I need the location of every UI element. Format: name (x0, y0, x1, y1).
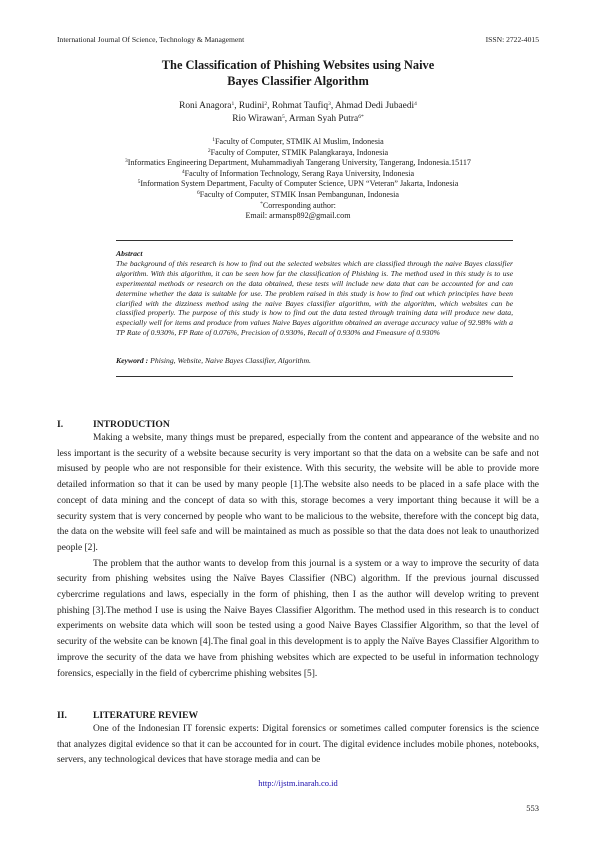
section-title: LITERATURE REVIEW (93, 710, 199, 721)
keywords-text: Phising, Website, Naive Bayes Classifier, Algorithm. (150, 356, 311, 365)
affiliation: $^1$Faculty of Computer, STMIK Al Muslim, Indonesia (212, 137, 384, 146)
affiliations (40, 137, 556, 222)
abstract-top-rule (116, 240, 513, 241)
abstract-bottom-rule (116, 376, 513, 377)
footer-url-link[interactable]: http://ijstm.inarah.co.id (258, 778, 338, 788)
author-sup: 2 (264, 101, 268, 107)
section-number: II. (57, 710, 67, 721)
author-sup: 5 (282, 113, 285, 120)
paragraph: Making a website, many things must be prepared, especially from the content and appearance of the website and no less important is the security of a website because security is very important so that the data on a website can be safe and not misused by people who are not responsible for their existence. With this security, the website will be able to provide more detailed information so that it can be used by many people [1].The website also needs to be placed in a safe place with the concept of data mining and the concept of data so with this, storage becomes a very important thing because it will be a security system that is very concerned by people who want to be malicious to the website, therefore with the concept big data, the data on the website will feel safe and will be maintained as much as possible so that the data does not leak to unauthorized people [2]. (57, 433, 539, 553)
corresponding-email: Email: armansp892@gmail.com (245, 211, 351, 221)
author-sup: 4 (414, 101, 417, 107)
literature-review-body (57, 722, 539, 769)
journal-name: International Journal Of Science, Technology & Management (57, 35, 245, 44)
paragraph: One of the Indonesian IT forensic experts: Digital forensics or sometimes called computer forensics is the science that analyzes digital evidence so that it can be accounted for in court. The digital evidence includes mobile phones, notebooks, servers, any technological devices that have storage media and can be (57, 724, 539, 766)
author-name: Roni Anagora (179, 101, 232, 111)
title-line-2: Bayes Classifier Algorithm (227, 73, 369, 88)
affiliation: $^4$Faculty of Information Technology, Serang Raya University, Indonesia (181, 168, 415, 178)
issn: ISSN: 2722-4015 (485, 35, 539, 44)
abstract-text: The background of this research is how to find out the selected websites which are classified through the naive Bayes classifier algorithm. With this algorithm, it can be seen how far the classification of Phishing is. The method used in this study is to use experimental methods or research on the data obtained, these tests will include new data that can be accounted for and can determine whether the data is suitable for use. The problem raised in this study is how to find out which principles have been clarified with the dizziness method using the naive Bayes classifier algorithm, with the algorithm, which websites can be classified properly. The purpose of this study is how to find out the data tested through training data will produce new data, especially well for items and produce from values Naive Bayes algorithm obtained an average accuracy value of 92.98% with a TP Rate of 0.930%, FP Rate of 0.076%, Precision of 0.930%, Recall of 0.930% and Fmeasure of 0.930% (116, 258, 513, 338)
author-sup: 3 (328, 101, 331, 107)
keywords-label: Keyword : (116, 356, 149, 365)
introduction-body (57, 431, 539, 682)
author-name: Ahmad Dedi Jubaedi (334, 101, 415, 111)
author-name: Rohmat Taufiq (271, 101, 329, 111)
author-sup: 6* (358, 113, 364, 120)
abstract-heading: Abstract (116, 249, 143, 258)
author-name: Rudini (238, 101, 265, 111)
affiliation: $^2$Faculty of Computer, STMIK Palangkaraya, Indonesia (207, 147, 389, 157)
authors-line-1: Roni Anagora$^1$, Rudini$^2$, Rohmat Taufiq$^3$, Ahmad Dedi Jubaedi$^4$ (179, 101, 417, 111)
paragraph: The problem that the author wants to develop from this journal is a system or a way to improve the security of data security from phishing websites using the Naïve Bayes Classifier (NBC) algorithm. If the previous journal discussed cybercrime regulations and laws, especially in the form of phishing, then I as the author will develop writing to prevent phishing [3].The method I use is using the Naive Bayes Classifier Algorithm. The method used in this research is to conduct experiments on website data which will soon be tested using a good Naive Bayes Classifier Algorithm, so that the level of security of the website can be known [4].The final goal in this development is to apply the Naïve Bayes Classifier Algorithm to improve the security of the data we have from phishing websites which are expected to be useful in information technology forensics, especially in the field of cybercrime phishing websites [5]. (57, 558, 539, 679)
affiliation: $^5$Information System Department, Faculty of Computer Science, UPN “Veteran” Jakarta, Indonesia (137, 179, 459, 189)
author-sup: 1 (231, 101, 235, 107)
page-number: 553 (526, 803, 539, 813)
section-number: I. (57, 419, 64, 430)
affiliation: $^6$Faculty of Computer, STMIK Insan Pembangunan, Indonesia (196, 189, 400, 199)
title-line-1: The Classification of Phishing Websites using Naive (161, 58, 435, 72)
section-heading-literature-review (57, 710, 198, 721)
author-name: Arman Syah Putra (288, 113, 359, 124)
affiliation: $^3$Informatics Engineering Department, Muhammadiyah Tangerang University, Tangerang, Indonesia.15117 (125, 158, 471, 168)
abstract (116, 249, 513, 338)
section-title: INTRODUCTION (93, 419, 170, 430)
paper-title (60, 58, 536, 89)
corresponding-author: *Corresponding author: (260, 200, 336, 210)
section-heading-introduction (57, 419, 170, 430)
authors-line-2: Rio Wirawan$^5$, Arman Syah Putra$^{6*}$ (232, 113, 364, 124)
author-name: Rio Wirawan (232, 113, 282, 124)
author-list (60, 100, 536, 125)
keywords (116, 356, 513, 365)
